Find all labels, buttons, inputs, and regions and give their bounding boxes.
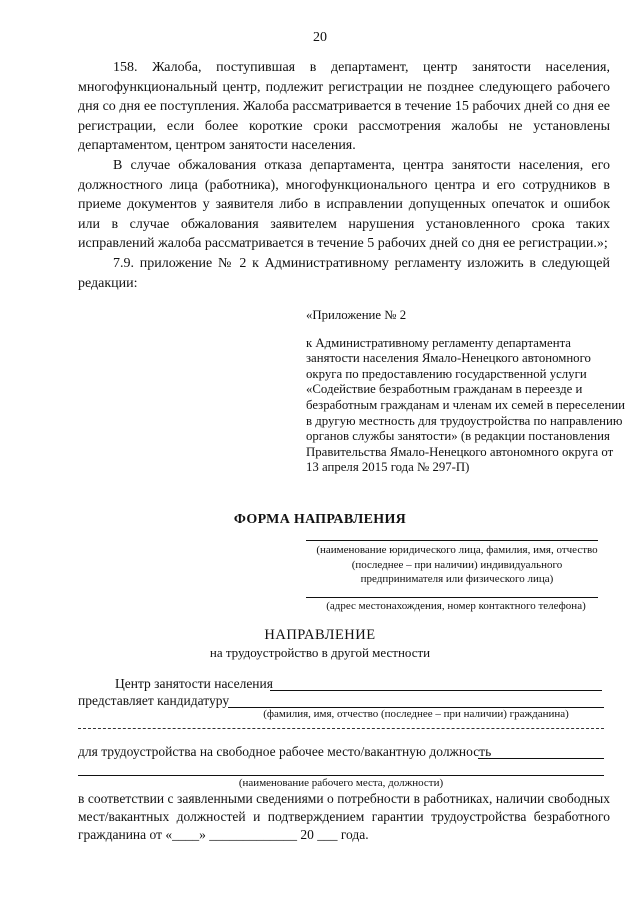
page-number: 20 [313, 30, 327, 45]
direction-title: НАПРАВЛЕНИЕ [264, 627, 376, 643]
direction-subtitle: на трудоустройство в другой местности [209, 645, 431, 660]
guarantee-text: в соответствии с заявленными сведениями о потребности в работниках, наличии свободных мест/вакантных должностей и подтверждением гарантии трудоустройства безработного гражданина от «____» _____________ 20 ___ года. [78, 791, 610, 842]
address-caption: (адрес местонахождения, номер контактного телефона) [326, 600, 586, 612]
vacancy-line [478, 758, 604, 759]
body-text [78, 58, 610, 293]
workplace-caption: (наименование рабочего места, должности) [238, 777, 444, 789]
appendix-header [306, 308, 626, 476]
candidate-fio-caption: (фамилия, имя, отчество (последнее – при наличии) гражданина) [263, 708, 569, 720]
appendix-title: «Приложение № 2 [306, 308, 407, 322]
appendix-reference: к Административному регламенту департамента занятости населения Ямало-Ненецкого автономного округа по предоставлению государственной услуги «Содействие безработным гражданам в переезде и безработным гражданам и членам их семей в переселении в другую местность для трудоустройства по направлению органов службы занятости» (в редакции постановления Правительства Ямало-Ненецкого автономного округа от 13 апреля 2015 года № 297-П) [306, 335, 626, 475]
guarantee-paragraph [78, 790, 610, 844]
employment-center-label: Центр занятости населения [115, 676, 273, 691]
paragraph-complaint-registration: 158. Жалоба, поступившая в департамент, центр занятости населения, многофункциональный центр, подлежит регистрации не позднее следующего рабочего дня со дня ее поступления. Жалоба рассматривается в течение 15 рабочих дней со дня ее регистрации, если более короткие сроки рассмотрения жалобы не установлены департаментом, центром занятости населения. [78, 60, 610, 154]
employment-center-line [270, 690, 602, 691]
paragraph-complaint-appeal: В случае обжалования отказа департамента, центра занятости населения, его должностного лица (работника), многофункционального центра и его сотрудников в приеме документов у заявителя либо в исправлении допущенных опечаток и ошибок или в случае обжалования заявителем нарушения установленного срока таких исправлений жалоба рассматривается в течение 5 рабочих дней со дня ее регистрации.»; [78, 157, 610, 252]
entity-name-caption: (наименование юридического лица, фамилия, имя, отчество (последнее – при наличии) индивидуального предпринимателя или физического лица) [316, 544, 598, 585]
paragraph-appendix-amendment: 7.9. приложение № 2 к Административному регламенту изложить в следующей редакции: [78, 255, 610, 291]
candidate-extra-line [78, 728, 604, 729]
vacancy-label: для трудоустройства на свободное рабочее место/вакантную должность [78, 744, 492, 759]
address-line [306, 597, 598, 598]
entity-name-line [306, 540, 598, 541]
candidate-label: представляет кандидатуру [78, 693, 230, 708]
form-title: ФОРМА НАПРАВЛЕНИЯ [233, 512, 407, 527]
